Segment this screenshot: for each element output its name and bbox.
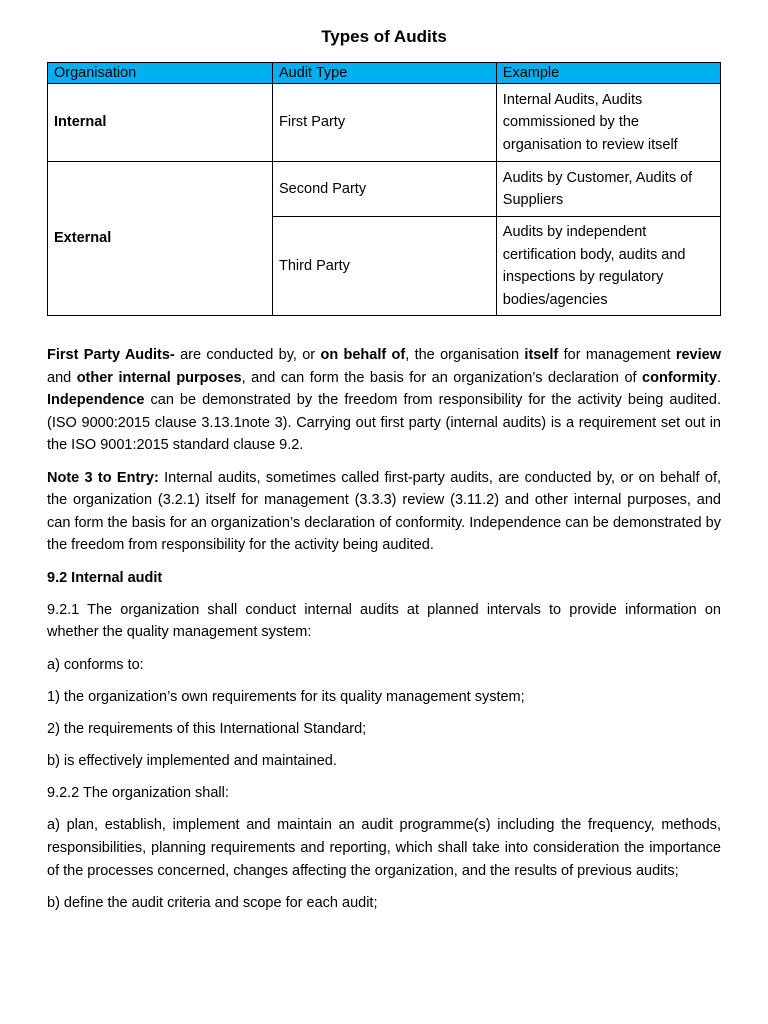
- cell-example-first-party: Internal Audits, Audits commissioned by the organisation to review itself: [496, 84, 720, 162]
- bold-term: other internal purposes: [76, 369, 242, 386]
- header-example: Example: [496, 63, 720, 84]
- document-body: [47, 344, 721, 924]
- header-organisation: Organisation: [48, 63, 273, 84]
- text-run: are conducted by, or: [174, 347, 321, 363]
- note-label: Note 3 to Entry:: [47, 469, 159, 486]
- cell-example-third-party: Audits by independent certification body, audits and inspections by regulatory bodies/agencies: [496, 217, 720, 316]
- text-run: .: [716, 369, 721, 386]
- list-item: b) define the audit criteria and scope for each audit;: [47, 894, 378, 911]
- note-text: Internal audits, sometimes called first-party audits, are conducted by, or on behalf of, the organization (3.2.1) itself for management (3.3.3) review (3.11.2) and other internal purposes, and can form the basis for an organization’s declaration of conformity. Independence can be demonstrated by the freedom from responsibility for the activity being audited.: [47, 469, 721, 554]
- cell-type-third-party: Third Party: [273, 217, 497, 316]
- section-heading-9-2: 9.2 Internal audit: [47, 569, 163, 586]
- cell-type-first-party: First Party: [273, 84, 497, 162]
- list-item: 2) the requirements of this International Standard;: [47, 720, 367, 737]
- bold-term: Independence: [47, 392, 145, 409]
- list-item: a) conforms to:: [47, 656, 144, 673]
- list-item: b) is effectively implemented and maintained.: [47, 753, 337, 770]
- list-item: a) plan, establish, implement and maintain an audit programme(s) including the frequency, methods, responsibilities, planning requirements and reporting, which shall take into consideration the importance of the processes concerned, changes affecting the organization, and the results of previous audits;: [47, 817, 721, 879]
- text-run: can be demonstrated by the freedom from responsibility for the activity being audited. (ISO 9000:2015 clause 3.13.1note 3). Carrying out first party (internal audits) is a requirement set out in the ISO 9001:2015 standard clause 9.2.: [47, 392, 721, 454]
- clause-9-2-1: 9.2.1 The organization shall conduct internal audits at planned intervals to provide information on whether the quality management system:: [47, 601, 721, 641]
- bold-term: itself: [524, 347, 559, 363]
- cell-org-external: External: [48, 162, 273, 316]
- text-run: for management: [558, 347, 676, 363]
- header-audit-type: Audit Type: [273, 63, 497, 84]
- table-header-row: [48, 63, 721, 84]
- bold-term: review: [675, 347, 721, 363]
- bold-term: conformity: [642, 369, 717, 386]
- cell-type-second-party: Second Party: [273, 162, 497, 217]
- text-run: , and can form the basis for an organization’s declaration of: [241, 369, 643, 386]
- cell-org-internal: Internal: [48, 84, 273, 162]
- note-3-paragraph: [47, 467, 721, 557]
- table-row: [48, 84, 721, 162]
- text-run: , the organisation: [405, 347, 525, 363]
- bold-term: First Party Audits-: [47, 347, 175, 363]
- bold-term: on behalf of: [320, 347, 406, 363]
- cell-example-second-party: Audits by Customer, Audits of Suppliers: [496, 162, 720, 217]
- clause-9-2-2: 9.2.2 The organization shall:: [47, 785, 229, 802]
- first-party-paragraph: [47, 344, 721, 457]
- page-title: Types of Audits: [321, 27, 447, 46]
- list-item: 1) the organization’s own requirements for its quality management system;: [47, 688, 525, 705]
- audit-types-table: [47, 62, 721, 316]
- text-run: and: [47, 369, 77, 386]
- table-row: [48, 162, 721, 217]
